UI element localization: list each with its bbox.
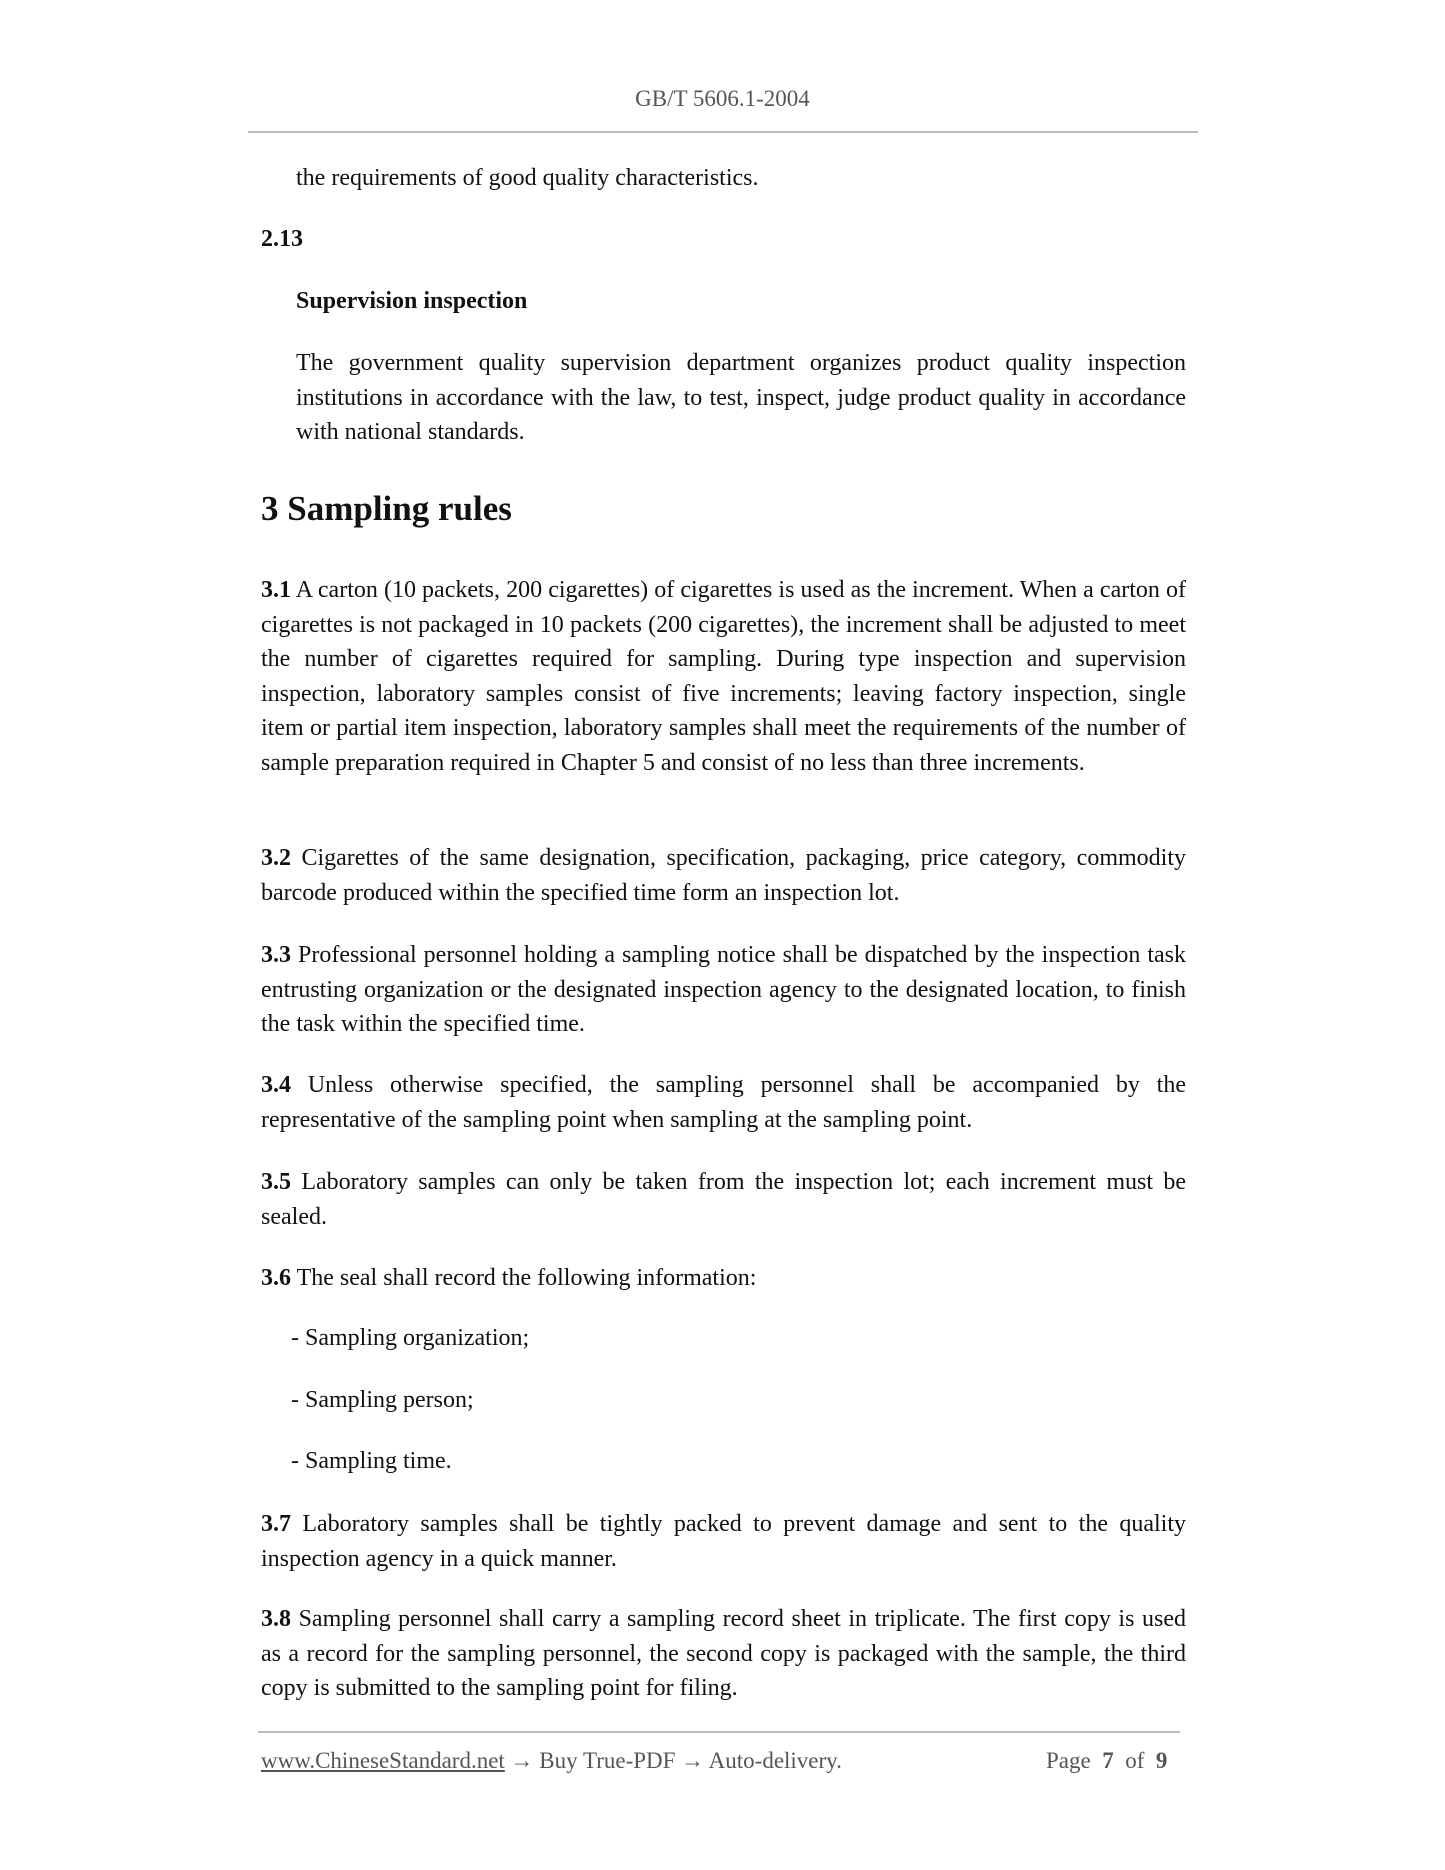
page-indicator [1046,1748,1167,1774]
clause-3-4 [261,1068,1186,1137]
clause-text: Sampling personnel shall carry a sampling record sheet in triplicate. The first copy is used as a record for the sampling personnel, the second copy is packaged with the sample, the third copy is submitted to the sampling point for filing. [261,1606,1186,1702]
clause-number: 3.8 [261,1606,291,1632]
clause-number: 3.1 [261,577,291,603]
clause-text: Unless otherwise specified, the sampling personnel shall be accompanied by the representative of the sampling point when sampling at the sampling point. [261,1072,1186,1133]
clause-number: 3.5 [261,1169,291,1195]
clause-3-3 [261,938,1186,1042]
term-number: 2.13 [261,226,303,252]
clause-3-2 [261,841,1186,910]
website-link[interactable]: www.ChineseStandard.net [261,1748,505,1773]
term-title: Supervision inspection [296,288,528,314]
clause-text: The seal shall record the following information: [291,1265,757,1291]
clause-3-7 [261,1507,1186,1576]
clause-number: 3.3 [261,942,291,968]
clause-text: A carton (10 packets, 200 cigarettes) of cigarettes is used as the increment. When a carton of cigarettes is not packaged in 10 packets (200 cigarettes), the increment shall be adjusted to meet the number of cigarettes required for sampling. During type inspection and supervision inspection, laboratory samples consist of five increments; leaving factory inspection, single item or partial item inspection, laboratory samples shall meet the requirements of the number of sample preparation required in Chapter 5 and consist of no less than three increments. [261,577,1186,776]
clause-number: 3.4 [261,1072,291,1098]
list-item: - Sampling person; [291,1387,474,1413]
clause-3-8 [261,1602,1186,1706]
clause-3-1 [261,573,1186,781]
clause-text: Laboratory samples shall be tightly packed to prevent damage and sent to the quality inspection agency in a quick manner. [261,1511,1186,1572]
current-page: 7 [1102,1748,1114,1773]
page-label: Page [1046,1748,1091,1773]
footer-promo [261,1748,842,1774]
list-item: - Sampling time. [291,1448,452,1474]
clause-number: 3.7 [261,1511,291,1537]
of-label: of [1125,1748,1145,1773]
clause-3-6 [261,1261,1186,1296]
footer-promo-text: → Buy True-PDF → Auto-delivery. [504,1748,842,1773]
clause-3-5 [261,1165,1186,1234]
header-divider [248,131,1198,133]
term-definition: The government quality supervision department organizes product quality inspection institutions in accordance with the law, to test, inspect, judge product quality in accordance with national standards. [296,350,1186,446]
total-pages: 9 [1155,1748,1168,1773]
list-item: - Sampling organization; [291,1325,530,1351]
document-code-header: GB/T 5606.1-2004 [635,86,810,111]
clause-text: Professional personnel holding a sampling notice shall be dispatched by the inspection task entrusting organization or the designated inspection agency to the designated location, to finish the task within the specified time. [261,942,1186,1038]
clause-text: Laboratory samples can only be taken from the inspection lot; each increment must be sealed. [261,1169,1186,1230]
footer-divider [258,1731,1180,1733]
clause-text: Cigarettes of the same designation, specification, packaging, price category, commodity barcode produced within the specified time form an inspection lot. [261,845,1186,906]
clause-number: 3.6 [261,1265,291,1291]
continuation-text: the requirements of good quality characteristics. [296,165,759,191]
clause-number: 3.2 [261,845,291,871]
section-heading: 3 Sampling rules [261,489,512,528]
